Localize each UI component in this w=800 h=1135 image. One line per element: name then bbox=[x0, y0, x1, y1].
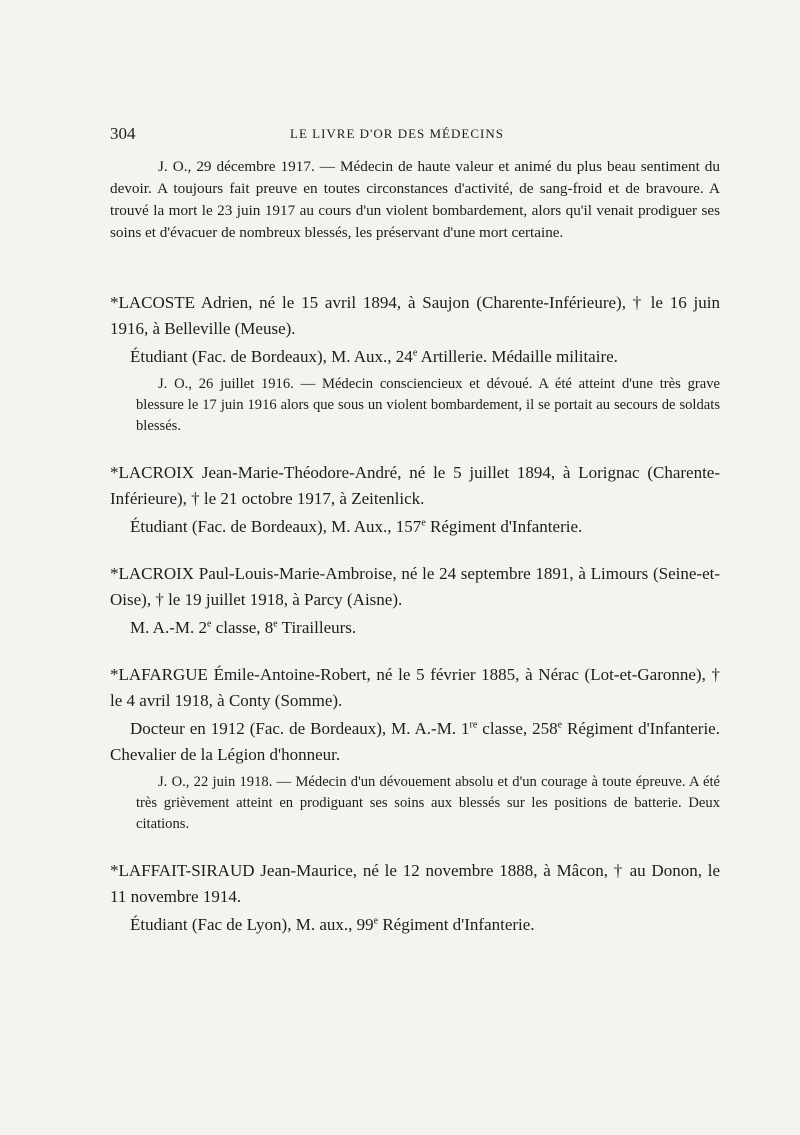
entry-name-line: *LACROIX Jean-Marie-Théodore-André, né le 5 juillet 1894, à Lorignac (Charente-Inférieure), † le 21 octobre 1917, à Zeitenlick. bbox=[110, 463, 720, 508]
entry-detail: Étudiant (Fac. de Bordeaux), M. Aux., 24e Artillerie. Médaille militaire. bbox=[130, 347, 618, 366]
entry-lafargue bbox=[110, 662, 720, 768]
citation-text: J. O., 29 décembre 1917. — Médecin de haute valeur et animé du plus beau sentiment du devoir. A toujours fait preuve en toutes circonstances d'activité, de sang-froid et de bravoure. A trouvé la mort le 23 juin 1917 au cours d'un violent bombardement, alors qu'il venait prodiguer ses soins et d'évacuer de nombreux blessés, les préservant d'une mort certaine. bbox=[110, 158, 720, 241]
citation-lafargue bbox=[136, 772, 720, 835]
entry-lacroix-jean bbox=[110, 460, 720, 540]
entry-detail: Étudiant (Fac. de Bordeaux), M. Aux., 157e Régiment d'Infanterie. bbox=[130, 517, 583, 536]
entry-name-line: *LAFARGUE Émile-Antoine-Robert, né le 5 février 1885, à Nérac (Lot-et-Garonne), † le 4 avril 1918, à Conty (Somme). bbox=[110, 665, 720, 710]
entry-name-line: *LACROIX Paul-Louis-Marie-Ambroise, né le 24 septembre 1891, à Limours (Seine-et-Oise), † le 19 juillet 1918, à Parcy (Aisne). bbox=[110, 564, 720, 609]
entry-name-line: *LAFFAIT-SIRAUD Jean-Maurice, né le 12 novembre 1888, à Mâcon, † au Donon, le 11 novembre 1914. bbox=[110, 861, 720, 906]
citation-lacoste bbox=[136, 374, 720, 437]
running-title: LE LIVRE D'OR DES MÉDECINS bbox=[290, 126, 504, 141]
page-number: 304 bbox=[110, 124, 136, 143]
citation-top bbox=[110, 156, 720, 244]
entry-detail: M. A.-M. 2e classe, 8e Tirailleurs. bbox=[130, 618, 357, 637]
entry-detail: Étudiant (Fac de Lyon), M. aux., 99e Régiment d'Infanterie. bbox=[130, 915, 535, 934]
entry-lacoste bbox=[110, 290, 720, 370]
citation-text: J. O., 22 juin 1918. — Médecin d'un dévouement absolu et d'un courage à toute épreuve. A été très grièvement atteint en prodiguant ses soins aux blessés sur les positions de batterie. Deux citations. bbox=[136, 774, 720, 832]
entry-detail: Docteur en 1912 (Fac. de Bordeaux), M. A.-M. 1re classe, 258e Régiment d'Infanterie. Chevalier de la Légion d'honneur. bbox=[110, 719, 720, 764]
citation-text: J. O., 26 juillet 1916. — Médecin consciencieux et dévoué. A été atteint d'une très grave blessure le 17 juin 1916 alors que sous un violent bombardement, il se portait au secours de soldats blessés. bbox=[136, 376, 720, 434]
page-header bbox=[110, 124, 720, 148]
entry-lacroix-paul bbox=[110, 561, 720, 641]
entry-laffait-siraud bbox=[110, 858, 720, 938]
entry-name-line: *LACOSTE Adrien, né le 15 avril 1894, à Saujon (Charente-Inférieure), † le 16 juin 1916, à Belleville (Meuse). bbox=[110, 293, 720, 338]
